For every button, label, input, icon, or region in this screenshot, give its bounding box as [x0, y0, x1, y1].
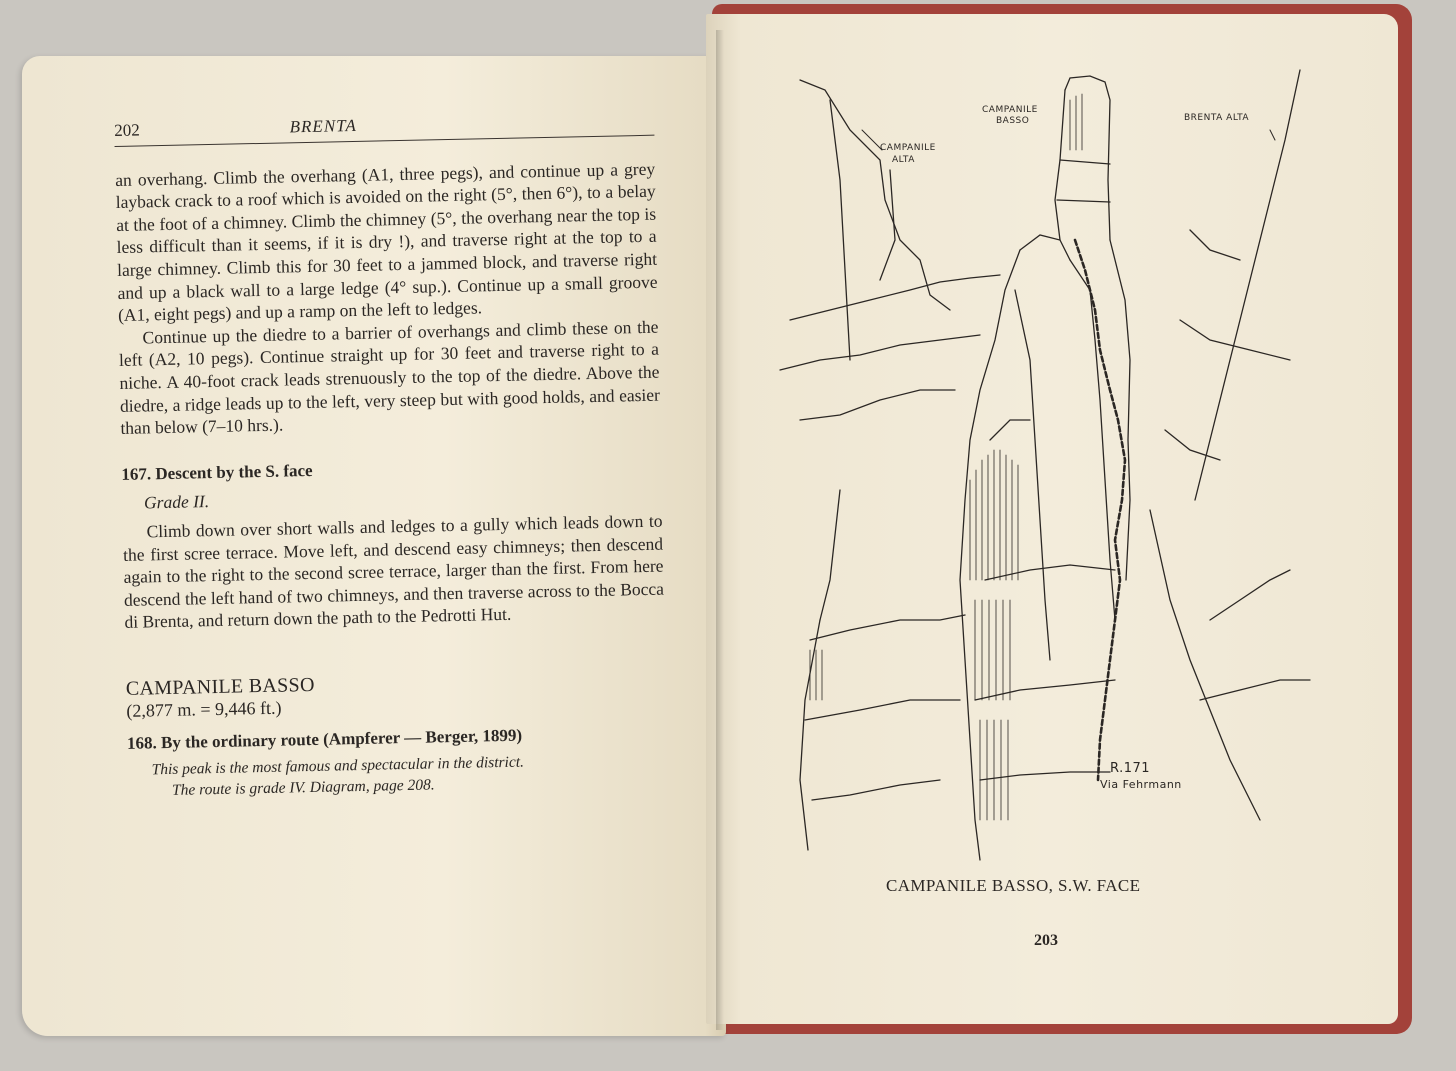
peak-name: CAMPANILE BASSO	[125, 673, 315, 700]
figure-caption: CAMPANILE BASSO, S.W. FACE	[886, 876, 1141, 895]
paragraph-2: Continue up the diedre to a barrier of overhangs and climb these on the left (A2, 10 pegs). Continue straight up for 30 feet and traverse right to a niche. A 40-foot crack leads strenuously to the top of the diedre. Above the diedre, a ridge leads up to the left, very steep but with good holds, and easier than below (7–10 hrs.).	[118, 316, 661, 439]
brenta-alta-ridge	[1195, 70, 1300, 500]
book-gutter	[716, 30, 724, 1030]
label-campanile-basso-2: BASSO	[996, 116, 1030, 126]
peak-altitude: (2,877 m. = 9,446 ft.)	[126, 698, 282, 722]
section-168-note-line-1: This peak is the most famous and spectacular in the district.	[151, 753, 525, 779]
section-167-grade: Grade II.	[143, 491, 210, 513]
route-line-via-fehrmann	[1075, 240, 1125, 780]
campanile-alta-ridge	[800, 80, 950, 310]
campanile-basso-sketch	[770, 60, 1330, 880]
page-number-left: 202	[114, 120, 140, 140]
section-168-note-line-2: The route is grade IV. Diagram, page 208.	[171, 776, 435, 799]
label-route-id: R.171	[1110, 761, 1151, 776]
label-campanile-basso-1: CAMPANILE	[982, 105, 1038, 115]
section-167-text: Climb down over short walls and ledges to a gully which leads down to the first scree terrace. Move left, and descend easy chimneys; then descend again to the right to the second scree terrace, larger than the first. From here descend the left hand of two chimneys, and then traverse across to the Bocca di Brenta, and return down the path to the Pedrotti Hut.	[122, 510, 665, 633]
section-168-authors: (Ampferer — Berger, 1899)	[322, 725, 523, 749]
section-167-heading: 167. Descent by the S. face	[121, 460, 313, 484]
label-route-name: Via Fehrmann	[1100, 778, 1182, 791]
label-brenta-alta: BRENTA ALTA	[1184, 113, 1250, 123]
label-campanile-alta-2: ALTA	[892, 155, 915, 165]
running-title: BRENTA	[289, 115, 357, 137]
section-168-title: 168. By the ordinary route	[126, 729, 320, 753]
paragraph-1: an overhang. Climb the overhang (A1, three pegs), and continue up a grey layback crack to a roof which is avoided on the right (5°, then 6°), to a belay at the foot of a chimney. Climb the chimney (5°, the overhang near the top is less difficult than it seems, if it is dry !), and traverse right at the top to a large chimney. Climb this for 30 feet to a jammed block, and traverse right and up a black wall to a large ledge (4° sup.). Continue up a small groove (A1, eight pegs) and up a ramp on the left to ledges.	[115, 158, 658, 326]
left-page-text	[114, 109, 668, 802]
label-campanile-alta-1: CAMPANILE	[880, 143, 936, 153]
page-number-right: 203	[1034, 932, 1058, 949]
tower-summit	[1065, 76, 1110, 240]
